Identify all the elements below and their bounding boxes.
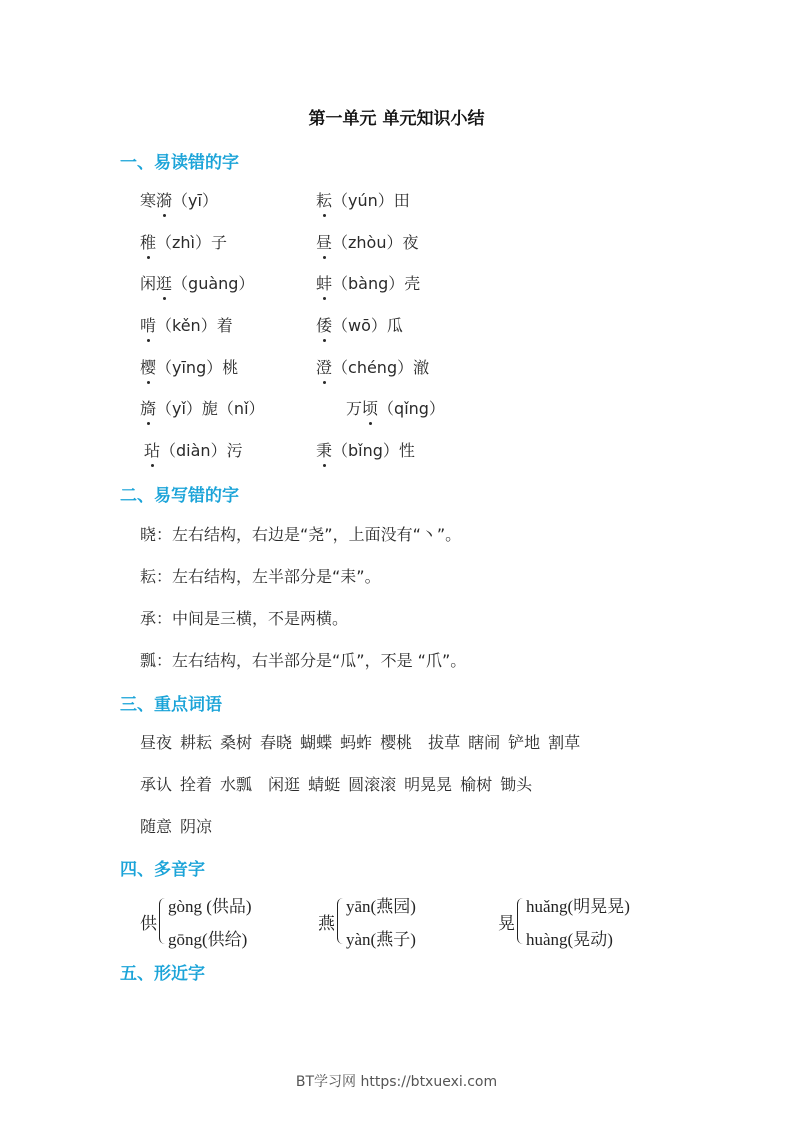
pinyin-annotation: （chéng）澈 (332, 358, 430, 377)
pinyin-annotation: （bǐng）性 (332, 441, 415, 460)
section-heading-1: 一、易读错的字 (120, 153, 239, 173)
misread-word (140, 355, 238, 378)
brace-mark (517, 898, 524, 944)
misread-word (316, 230, 419, 253)
dotted-character: 顷 (362, 396, 378, 419)
pinyin-annotation: （wō）瓜 (332, 316, 403, 335)
misread-word (140, 271, 254, 294)
miswrite-note: 瓢：左右结构，右半部分是“瓜”，不是 “爪”。 (140, 651, 467, 670)
dotted-character: 澄 (316, 355, 332, 378)
vocab-word: 阴凉 (180, 817, 213, 836)
dotted-character: 倭 (316, 313, 332, 336)
vocab-row-2 (140, 772, 532, 795)
polyphone-item (498, 892, 630, 950)
vocab-word: 承认 (140, 775, 173, 794)
misread-word (140, 313, 233, 336)
pinyin-annotation: （qǐng） (378, 399, 445, 418)
vocab-word: 割草 (548, 733, 581, 752)
vocab-word: 水瓢 (220, 775, 253, 794)
page-title: 第一单元 单元知识小结 (308, 109, 485, 129)
misread-word (316, 438, 415, 461)
pinyin-annotation: （yún）田 (332, 191, 410, 210)
pinyin-annotation: （guàng） (172, 274, 255, 293)
brace-mark (337, 898, 344, 944)
polyphone-char: 供 (140, 913, 157, 934)
pinyin-annotation: （yīng）桃 (156, 358, 239, 377)
vocab-word: 圆滚滚 (348, 775, 397, 794)
vocab-word: 春晓 (260, 733, 293, 752)
footer-watermark: BT学习网 https://btxuexi.com (295, 1074, 498, 1090)
vocab-word: 锄头 (500, 775, 533, 794)
miswrite-note: 晓：左右结构，右边是“尧”，上面没有“丶”。 (140, 525, 462, 544)
section-heading-4: 四、多音字 (120, 860, 205, 880)
vocab-row-3 (140, 814, 212, 837)
vocab-word: 明晃晃 (404, 775, 453, 794)
word-prefix: 万 (346, 399, 363, 418)
dotted-character: 逛 (156, 271, 172, 294)
vocab-word: 铲地 (508, 733, 541, 752)
polyphone-item (318, 892, 416, 950)
misread-word (346, 396, 445, 419)
polyphone-item (140, 892, 252, 950)
dotted-character: 昼 (316, 230, 332, 253)
dotted-character: 耘 (316, 188, 332, 211)
pinyin-annotation: （zhòu）夜 (332, 233, 419, 252)
dotted-character: 秉 (316, 438, 332, 461)
section-heading-3: 三、重点词语 (120, 695, 222, 715)
vocab-word: 瞎闹 (468, 733, 501, 752)
vocab-word: 闲逛 (268, 775, 301, 794)
vocab-word: 拔草 (428, 733, 461, 752)
pinyin-annotation: （yī） (172, 191, 218, 210)
pinyin-annotation: （diàn）污 (160, 441, 243, 460)
vocab-word: 桑树 (220, 733, 253, 752)
pinyin-annotation: （yǐ）旎（nǐ） (156, 399, 265, 418)
misread-word (316, 188, 410, 211)
dotted-character: 旖 (140, 396, 156, 419)
word-prefix: 寒 (140, 191, 157, 210)
misread-word (316, 355, 429, 378)
vocab-word: 耕耘 (180, 733, 213, 752)
polyphone-reading: gōng(供给) (168, 930, 248, 949)
polyphone-reading: yān(燕园) (346, 897, 416, 916)
misread-word (140, 396, 265, 419)
vocab-word: 昼夜 (140, 733, 173, 752)
vocab-word: 随意 (140, 817, 173, 836)
vocab-word: 拴着 (180, 775, 213, 794)
polyphone-char: 燕 (318, 913, 335, 934)
section-heading-2: 二、易写错的字 (120, 486, 239, 506)
polyphone-reading: huǎng(明晃晃) (526, 897, 630, 916)
miswrite-note: 耘：左右结构，左半部分是“耒”。 (140, 567, 381, 586)
dotted-character: 樱 (140, 355, 156, 378)
vocab-word: 蝴蝶 (300, 733, 333, 752)
brace-mark (159, 898, 166, 944)
pinyin-annotation: （kěn）着 (156, 316, 233, 335)
dotted-character: 玷 (144, 438, 160, 461)
vocab-word: 蚂蚱 (340, 733, 373, 752)
misread-word (316, 271, 420, 294)
misread-word (140, 188, 218, 211)
polyphone-char: 晃 (498, 913, 515, 934)
dotted-character: 啃 (140, 313, 156, 336)
polyphone-reading: gòng (供品) (168, 897, 252, 916)
miswrite-note: 承：中间是三横，不是两横。 (140, 609, 349, 628)
vocab-word: 榆树 (460, 775, 493, 794)
vocab-word: 蜻蜓 (308, 775, 341, 794)
word-prefix: 闲 (140, 274, 157, 293)
misread-word (144, 438, 243, 461)
pinyin-annotation: （zhì）子 (156, 233, 228, 252)
polyphone-reading: huàng(晃动) (526, 930, 613, 949)
misread-word (140, 230, 227, 253)
vocab-word: 樱桃 (380, 733, 413, 752)
dotted-character: 蚌 (316, 271, 332, 294)
section-heading-5: 五、形近字 (120, 964, 205, 984)
pinyin-annotation: （bàng）壳 (332, 274, 421, 293)
polyphone-reading: yàn(燕子) (346, 930, 416, 949)
dotted-character: 稚 (140, 230, 156, 253)
dotted-character: 漪 (156, 188, 172, 211)
vocab-row-1 (140, 730, 580, 753)
misread-word (316, 313, 403, 336)
